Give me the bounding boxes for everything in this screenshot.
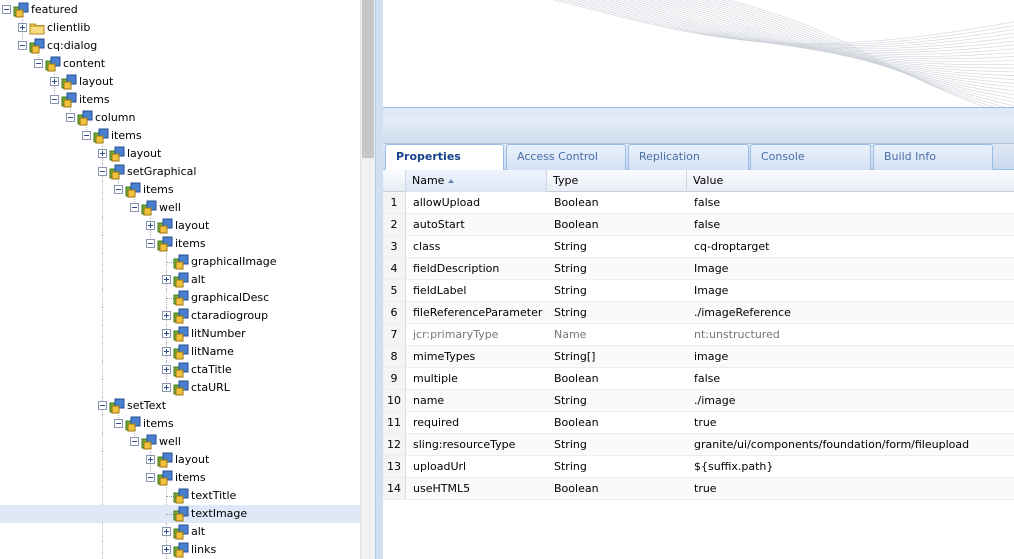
component-node-icon xyxy=(173,524,189,540)
tree-node[interactable] xyxy=(0,91,360,109)
property-name-cell[interactable]: name xyxy=(413,394,445,407)
row-number: 13 xyxy=(383,456,406,477)
table-row[interactable] xyxy=(383,302,1014,324)
property-value-cell[interactable]: granite/ui/components/foundation/form/fileupload xyxy=(694,438,970,451)
tree-node[interactable] xyxy=(0,487,360,505)
property-type-cell[interactable]: Boolean xyxy=(554,372,599,385)
property-value-cell[interactable]: false xyxy=(694,218,721,231)
component-node-icon xyxy=(61,74,77,90)
expand-icon[interactable] xyxy=(162,347,171,356)
tree-node[interactable] xyxy=(0,271,360,289)
tab-replication[interactable] xyxy=(628,144,749,170)
table-row[interactable] xyxy=(383,390,1014,412)
tree-node[interactable] xyxy=(0,235,360,253)
panel-splitter[interactable] xyxy=(375,0,383,559)
row-number: 10 xyxy=(383,390,406,411)
expand-icon[interactable] xyxy=(162,365,171,374)
property-type-cell[interactable]: String xyxy=(554,394,587,407)
expand-icon[interactable] xyxy=(18,23,27,32)
column-header-name[interactable] xyxy=(406,170,547,192)
tree-node-label: ctaURL xyxy=(191,381,230,394)
row-number: 9 xyxy=(383,368,406,389)
property-value-cell[interactable]: Image xyxy=(694,262,729,275)
tree-node-label: items xyxy=(143,183,174,196)
table-row[interactable] xyxy=(383,456,1014,478)
property-value-cell[interactable]: Image xyxy=(694,284,729,297)
expand-icon[interactable] xyxy=(162,527,171,536)
wave-line xyxy=(540,0,1014,45)
tree-node[interactable] xyxy=(0,37,360,55)
sort-ascending-icon xyxy=(448,179,454,183)
tree-node[interactable] xyxy=(0,541,360,559)
property-type-cell[interactable]: String xyxy=(554,262,587,275)
property-name-cell[interactable]: class xyxy=(413,240,441,253)
tree-node-label: setText xyxy=(127,399,167,412)
content-tree xyxy=(0,0,360,559)
table-row[interactable] xyxy=(383,346,1014,368)
tree-node[interactable] xyxy=(0,19,360,37)
tree-node[interactable] xyxy=(0,415,360,433)
wave-line xyxy=(547,0,1014,46)
property-type-cell[interactable]: String xyxy=(554,438,587,451)
expand-icon[interactable] xyxy=(162,545,171,554)
property-name-cell[interactable]: fieldLabel xyxy=(413,284,467,297)
component-node-icon xyxy=(173,254,189,270)
property-type-cell[interactable]: String xyxy=(554,460,587,473)
tree-node-label: cq:dialog xyxy=(47,39,98,52)
row-number: 5 xyxy=(383,280,406,301)
tree-node[interactable] xyxy=(0,397,360,415)
tree-node-label: items xyxy=(175,471,206,484)
component-node-icon xyxy=(141,434,157,450)
properties-grid xyxy=(383,170,1014,559)
property-value-cell[interactable]: nt:unstructured xyxy=(694,328,780,341)
tab-console[interactable] xyxy=(750,144,871,170)
tree-node-label: layout xyxy=(175,453,210,466)
properties-toolbar xyxy=(383,118,1014,144)
expand-icon[interactable] xyxy=(146,221,155,230)
property-type-cell[interactable]: String xyxy=(554,240,587,253)
table-row[interactable] xyxy=(383,412,1014,434)
component-node-icon xyxy=(157,452,173,468)
tree-node-label: litNumber xyxy=(191,327,246,340)
component-node-icon xyxy=(109,164,125,180)
component-node-icon xyxy=(45,56,61,72)
component-node-icon xyxy=(157,236,173,252)
tree-node[interactable] xyxy=(0,163,360,181)
row-number: 3 xyxy=(383,236,406,257)
property-name-cell[interactable]: fieldDescription xyxy=(413,262,500,275)
tree-node-label: clientlib xyxy=(47,21,91,34)
collapse-icon[interactable] xyxy=(34,59,43,68)
table-row[interactable] xyxy=(383,434,1014,456)
wave-line xyxy=(533,0,1014,44)
collapse-icon[interactable] xyxy=(18,41,27,50)
column-header-type[interactable] xyxy=(547,170,687,192)
collapse-icon[interactable] xyxy=(50,95,59,104)
property-name-cell[interactable]: sling:resourceType xyxy=(413,438,516,451)
tree-node-label: items xyxy=(111,129,142,142)
tab-properties-label: Properties xyxy=(396,150,461,163)
expand-icon[interactable] xyxy=(162,275,171,284)
tree-node[interactable] xyxy=(0,505,360,523)
property-value-cell[interactable]: cq-droptarget xyxy=(694,240,770,253)
collapse-icon[interactable] xyxy=(66,113,75,122)
tree-node[interactable] xyxy=(0,523,360,541)
property-value-cell[interactable]: false xyxy=(694,372,721,385)
property-type-cell[interactable]: String xyxy=(554,306,587,319)
table-row[interactable] xyxy=(383,236,1014,258)
folder-icon xyxy=(29,20,45,36)
tree-node[interactable] xyxy=(0,343,360,361)
tree-node-label: litName xyxy=(191,345,234,358)
tree-node-label: items xyxy=(175,237,206,250)
property-name-cell[interactable]: mimeTypes xyxy=(413,350,476,363)
wave-line xyxy=(610,0,1014,65)
property-type-cell[interactable]: Boolean xyxy=(554,196,599,209)
tree-node[interactable] xyxy=(0,451,360,469)
property-value-cell[interactable]: ./imageReference xyxy=(694,306,791,319)
component-node-icon xyxy=(109,398,125,414)
property-name-cell[interactable]: fileReferenceParameter xyxy=(413,306,543,319)
component-node-icon xyxy=(125,182,141,198)
tree-node-label: textImage xyxy=(191,507,248,520)
tree-node[interactable] xyxy=(0,55,360,73)
property-type-cell[interactable]: String xyxy=(554,284,587,297)
tree-node-label: column xyxy=(95,111,136,124)
collapse-icon[interactable] xyxy=(82,131,91,140)
component-node-icon xyxy=(29,38,45,54)
expand-icon[interactable] xyxy=(50,77,59,86)
tree-node[interactable] xyxy=(0,325,360,343)
property-value-cell[interactable]: true xyxy=(694,416,717,429)
tree-node-label: textTitle xyxy=(191,489,237,502)
property-type-cell[interactable]: Boolean xyxy=(554,482,599,495)
tree-node[interactable] xyxy=(0,181,360,199)
row-number-header xyxy=(383,170,406,192)
tree-node-label: graphicalImage xyxy=(191,255,277,268)
tree-node[interactable] xyxy=(0,1,360,19)
component-node-icon xyxy=(173,272,189,288)
row-number: 14 xyxy=(383,478,406,499)
property-type-cell[interactable]: Boolean xyxy=(554,218,599,231)
property-value-cell[interactable]: ${suffix.path} xyxy=(694,460,774,473)
tree-node-label: graphicalDesc xyxy=(191,291,270,304)
collapse-icon[interactable] xyxy=(130,203,139,212)
table-row[interactable] xyxy=(383,258,1014,280)
component-node-icon xyxy=(61,92,77,108)
tree-node-label: setGraphical xyxy=(127,165,197,178)
row-number: 2 xyxy=(383,214,406,235)
property-name-cell[interactable]: required xyxy=(413,416,460,429)
tree-node-label: ctaradiogroup xyxy=(191,309,269,322)
expand-icon[interactable] xyxy=(162,311,171,320)
property-value-cell[interactable]: true xyxy=(694,482,717,495)
property-name-cell[interactable]: allowUpload xyxy=(413,196,481,209)
component-node-icon xyxy=(173,308,189,324)
component-node-icon xyxy=(141,200,157,216)
collapse-icon[interactable] xyxy=(130,437,139,446)
row-number: 6 xyxy=(383,302,406,323)
component-node-icon xyxy=(157,470,173,486)
tab-replication-label: Replication xyxy=(639,150,700,163)
table-row[interactable] xyxy=(383,192,1014,214)
tree-node-label: layout xyxy=(127,147,162,160)
collapse-icon[interactable] xyxy=(114,185,123,194)
table-row[interactable] xyxy=(383,324,1014,346)
property-name-cell[interactable]: multiple xyxy=(413,372,458,385)
table-row[interactable] xyxy=(383,280,1014,302)
tree-node-label: items xyxy=(79,93,110,106)
tab-access-control-label: Access Control xyxy=(517,150,598,163)
collapse-icon[interactable] xyxy=(146,473,155,482)
column-header-value[interactable] xyxy=(687,170,1014,192)
tab-console-label: Console xyxy=(761,150,805,163)
component-node-icon xyxy=(173,380,189,396)
tree-node-label: well xyxy=(159,435,181,448)
component-node-icon xyxy=(109,146,125,162)
property-name-cell[interactable]: useHTML5 xyxy=(413,482,471,495)
tree-node-label: layout xyxy=(79,75,114,88)
tree-node[interactable] xyxy=(0,307,360,325)
component-node-icon xyxy=(93,128,109,144)
component-node-icon xyxy=(173,326,189,342)
tree-node[interactable] xyxy=(0,469,360,487)
row-number: 11 xyxy=(383,412,406,433)
property-name-cell[interactable]: uploadUrl xyxy=(413,460,467,473)
component-node-icon xyxy=(173,542,189,558)
component-node-icon xyxy=(173,362,189,378)
wave-line xyxy=(666,0,1014,96)
preview-panel xyxy=(383,0,1014,108)
tab-build-info-label: Build Info xyxy=(884,150,936,163)
property-type-cell[interactable]: Boolean xyxy=(554,416,599,429)
expand-icon[interactable] xyxy=(162,383,171,392)
tree-node-label: alt xyxy=(191,273,206,286)
row-number: 1 xyxy=(383,192,406,213)
collapse-icon[interactable] xyxy=(2,5,11,14)
row-number: 12 xyxy=(383,434,406,455)
property-type-cell[interactable]: String[] xyxy=(554,350,596,363)
component-node-icon xyxy=(173,290,189,306)
tree-node[interactable] xyxy=(0,253,360,271)
tree-node-label: items xyxy=(143,417,174,430)
component-node-icon xyxy=(13,2,29,18)
tree-node-label: content xyxy=(63,57,106,70)
column-header-value-label: Value xyxy=(693,174,724,187)
expand-icon[interactable] xyxy=(98,149,107,158)
tree-node-label: featured xyxy=(31,3,78,16)
property-name-cell[interactable]: autoStart xyxy=(413,218,465,231)
property-value-cell[interactable]: ./image xyxy=(694,394,736,407)
properties-tab-strip xyxy=(383,144,1014,170)
collapse-icon[interactable] xyxy=(98,167,107,176)
tree-node[interactable] xyxy=(0,73,360,91)
tree-node[interactable] xyxy=(0,361,360,379)
tree-node-label: well xyxy=(159,201,181,214)
column-header-type-label: Type xyxy=(553,174,579,187)
tree-node[interactable] xyxy=(0,289,360,307)
collapse-icon[interactable] xyxy=(114,419,123,428)
tree-node[interactable] xyxy=(0,109,360,127)
property-type-cell[interactable]: Name xyxy=(554,328,587,341)
collapse-icon[interactable] xyxy=(98,401,107,410)
row-number: 7 xyxy=(383,324,406,345)
collapse-icon[interactable] xyxy=(146,239,155,248)
tree-node[interactable] xyxy=(0,433,360,451)
table-row[interactable] xyxy=(383,478,1014,500)
table-row[interactable] xyxy=(383,214,1014,236)
expand-icon[interactable] xyxy=(146,455,155,464)
property-value-cell[interactable]: false xyxy=(694,196,721,209)
background-wave-pattern xyxy=(383,0,1014,108)
tree-node[interactable] xyxy=(0,127,360,145)
tree-scrollbar[interactable] xyxy=(360,0,375,559)
component-node-icon xyxy=(173,506,189,522)
tab-properties[interactable] xyxy=(385,144,504,171)
tree-node[interactable] xyxy=(0,379,360,397)
tree-node-label: alt xyxy=(191,525,206,538)
panel-header-band xyxy=(383,108,1014,118)
tree-node[interactable] xyxy=(0,217,360,235)
tree-node-label: links xyxy=(191,543,217,556)
component-node-icon xyxy=(157,218,173,234)
tree-node-label: ctaTitle xyxy=(191,363,232,376)
component-node-icon xyxy=(173,344,189,360)
grid-header xyxy=(383,170,1014,192)
wave-line xyxy=(631,0,1014,76)
tree-node-label: layout xyxy=(175,219,210,232)
tree-node[interactable] xyxy=(0,145,360,163)
row-number: 8 xyxy=(383,346,406,367)
tab-access-control[interactable] xyxy=(506,144,626,170)
table-row[interactable] xyxy=(383,368,1014,390)
tree-node[interactable] xyxy=(0,199,360,217)
property-value-cell[interactable]: image xyxy=(694,350,729,363)
component-node-icon xyxy=(173,488,189,504)
row-number: 4 xyxy=(383,258,406,279)
component-node-icon xyxy=(125,416,141,432)
tab-build-info[interactable] xyxy=(873,144,993,170)
component-node-icon xyxy=(77,110,93,126)
property-name-cell[interactable]: jcr:primaryType xyxy=(413,328,499,341)
column-header-name-label: Name xyxy=(412,174,445,187)
tree-scrollbar-thumb[interactable] xyxy=(362,0,374,158)
expand-icon[interactable] xyxy=(162,329,171,338)
